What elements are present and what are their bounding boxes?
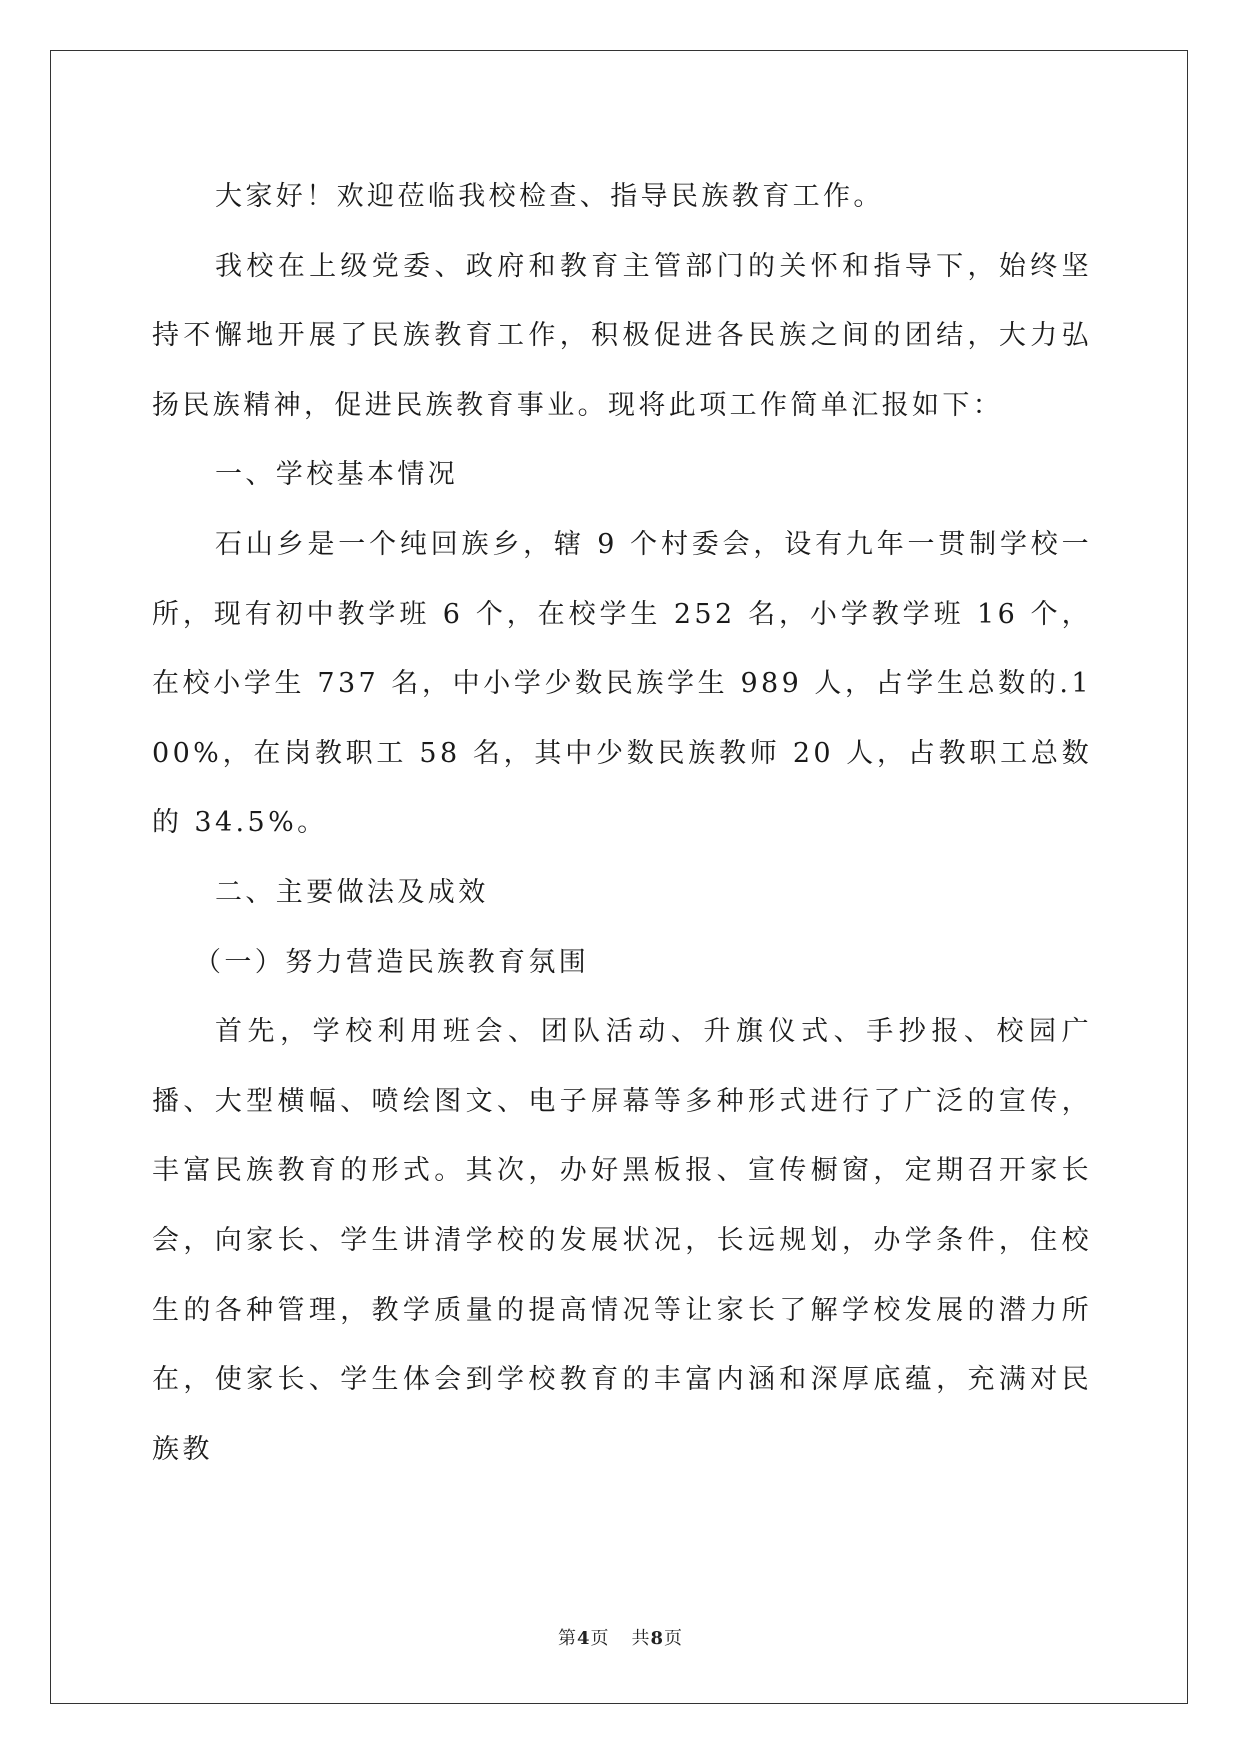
paragraph-publicity: 首先，学校利用班会、团队活动、升旗仪式、手抄报、校园广播、大型横幅、喷绘图文、电子屏幕等多种形式进行了广泛的宣传，丰富民族教育的形式。其次，办好黑板报、宣传橱窗，定期召开家长会，向家长、学生讲清学校的发展状况，长远规划，办学条件，住校生的各种管理，教学质量的提高情况等让家长了解学校发展的潜力所在，使家长、学生体会到学校教育的丰富内涵和深厚底蕴，充满对民族教 bbox=[152, 1016, 1092, 1465]
section-heading-practices: 二、主要做法及成效 bbox=[215, 876, 489, 908]
footer-total-unit: 页 bbox=[664, 1628, 684, 1649]
subsection-heading-atmosphere: （一）努力营造民族教育氛围 bbox=[194, 946, 590, 978]
footer-total-pages: 8 bbox=[650, 1628, 665, 1649]
paragraph-intro: 我校在上级党委、政府和教育主管部门的关怀和指导下，始终坚持不懈地开展了民族教育工作，积极促进各民族之间的团结，大力弘扬民族精神，促进民族教育事业。现将此项工作简单汇报如下： bbox=[152, 250, 1092, 421]
footer-page-unit: 页 bbox=[590, 1628, 610, 1649]
footer-total-prefix: 共 bbox=[631, 1628, 651, 1649]
paragraph-greeting: 大家好！欢迎莅临我校检查、指导民族教育工作。 bbox=[215, 181, 884, 212]
section-heading-basic-info: 一、学校基本情况 bbox=[215, 459, 459, 491]
page-footer bbox=[0, 1624, 1241, 1650]
footer-current-page: 4 bbox=[576, 1628, 591, 1649]
paragraph-school-stats: 石山乡是一个纯回族乡，辖 9 个村委会，设有九年一贯制学校一所，现有初中教学班 6 个，在校学生 252 名，小学教学班 16 个，在校小学生 737 名，中小学少数民族学生 989 人，占学生总数的.100%，在岗教职工 58 名，其中少数民族教师 20 人，占教职工总数的 34.5%。 bbox=[152, 528, 1092, 839]
footer-page-prefix: 第 bbox=[557, 1628, 577, 1649]
document-body bbox=[152, 162, 1092, 1484]
